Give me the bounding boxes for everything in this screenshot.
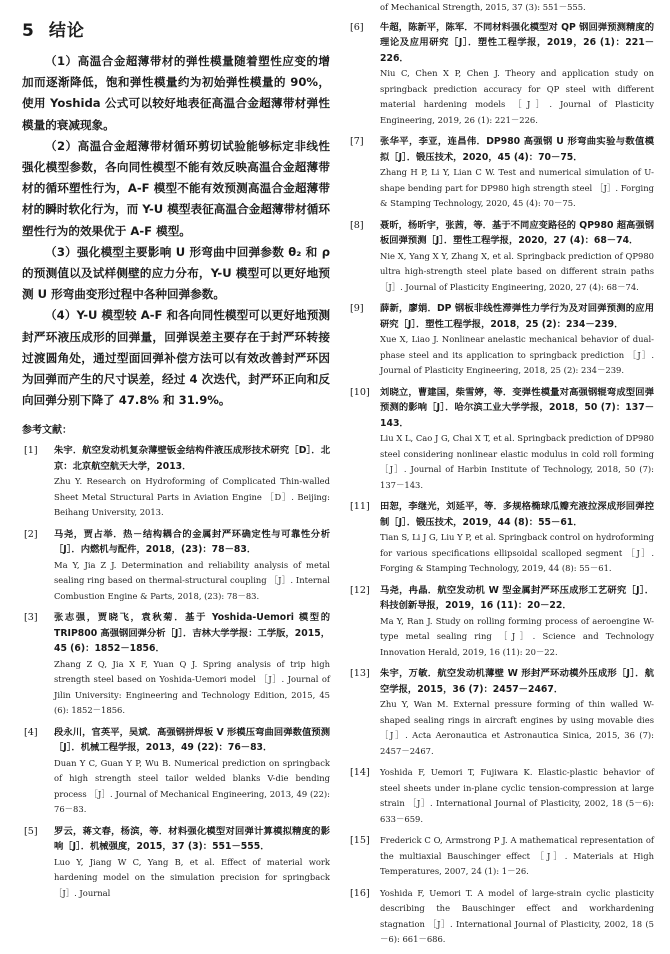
- reference-item: [348, 886, 654, 948]
- reference-number: [4]: [24, 726, 38, 738]
- references-heading: 参考文献：: [22, 425, 72, 437]
- reference-number: [9]: [350, 303, 364, 314]
- reference-item: [348, 218, 654, 296]
- reference-item: [348, 499, 654, 577]
- reference-english: Yoshida F, Uemori T. A model of large-strain cyclic plasticity describing the Bauschinger effect and workhardening stagnation ［J］. International Journal of Plasticity, 2002, 18 (5－6): 661－686.: [380, 887, 654, 944]
- reference-item: [348, 301, 654, 379]
- reference-chinese: 薛新，廖娟．DP 钢板非线性滞弹性力学行为及对回弹预测的应用研究［J］．塑性工程学报，2018，25 (2)：234－239．: [380, 303, 654, 330]
- reference-number: [14]: [350, 767, 370, 778]
- reference-item: [348, 20, 654, 129]
- section-number: 5: [22, 21, 35, 41]
- reference-number: [16]: [350, 887, 370, 899]
- reference-number: [2]: [24, 528, 38, 540]
- reference-chinese: 牛超，陈新平，陈军．不同材料强化模型对 QP 钢回弹预测精度的理论及应用研究［J］．塑性工程学报，2019，26 (1)：221－226．: [380, 21, 654, 64]
- reference-number: [6]: [350, 21, 364, 33]
- reference-item: [22, 443, 330, 521]
- reference-chinese: 田恕，李继光，刘延平，等．多规格椭球瓜瓣充液拉深成形回弹控制［J］．锻压技术，2019，44 (8)：55－61．: [380, 501, 654, 528]
- section-title: 结论: [48, 21, 85, 41]
- reference-item: [348, 666, 654, 759]
- conclusion-paragraph-2: （2）高温合金超薄带材循环剪切试验能够标定非线性强化模型参数，各向同性模型不能有效反映高温合金超薄带材的循环塑性行为，A-F 模型不能有效预测高温合金超薄带材的瞬时软化行为，而 Y-U 模型表征高温合金超薄带材循环塑性行为的效果优于 A-F 模型。: [22, 138, 330, 238]
- reference-chinese: 朱宇．航空发动机复杂薄壁钣金结构件液压成形技术研究［D］．北京：北京航空航天大学，2013．: [54, 445, 330, 472]
- reference-number: [11]: [350, 501, 370, 512]
- reference-english: Tian S, Li J G, Liu Y P, et al. Springback control on hydroforming for various specifications ellipsoidal scalloped segment ［J］. Forging & Stamping Technology, 2019, 44 (8): 55－61.: [380, 532, 654, 573]
- reference-item: [348, 385, 654, 494]
- conclusion-paragraph-4: （4）Y-U 模型较 A-F 和各向同性模型可以更好地预测封严环液压成形的回弹量，回弹误差主要存在于封严环转接过渡圆角处，通过型面回弹补偿方法可以有效改善封严环因为回弹而产生的尺寸误差，经过 4 次迭代，封严环正向和反向回弹分别下降了 47.8% 和 31.9%。: [22, 308, 330, 408]
- reference-number: [15]: [350, 835, 370, 846]
- reference-item: [22, 610, 330, 719]
- reference-english: Niu C, Chen X P, Chen J. Theory and application study on springback prediction accuracy for QP steel with different material hardening models ［J］. Journal of Plasticity Engineering, 2019, 26 (1): 221－226.: [380, 68, 654, 125]
- conclusion-paragraph-3: （3）强化模型主要影响 U 形弯曲中回弹参数 θ₂ 和 ρ 的预测值以及试样侧壁的应力分布，Y-U 模型可以更好地预测 U 形弯曲变形过程中各种回弹参数。: [22, 244, 330, 302]
- reference-number: [8]: [350, 219, 364, 231]
- reference-chinese: 张志强，贾晓飞，袁秋菊．基于 Yoshida-Uemori 模型的 TRIP800 高强钢回弹分析［J］．吉林大学学报：工学版，2015，45 (6)：1852－1856．: [54, 612, 330, 655]
- right-column: [348, 0, 654, 954]
- reference-english: Ma Y, Jia Z J. Determination and reliability analysis of metal sealing ring based on thermal-structural coupling ［J］. Internal Combustion Engine & Parts, 2018, (23): 78－83.: [54, 559, 330, 601]
- reference-chinese: 刘晓立，曹建国，柴雪婷，等．变弹性模量对高强钢辊弯成型回弹预测的影响［J］．哈尔滨工业大学学报，2018，50 (7)：137－143．: [380, 386, 654, 429]
- reference-english: Ma Y, Ran J. Study on rolling forming process of aeroengine W-type metal sealing ring ［J］. Science and Technology Innovation Herald, 2019, 16 (11): 20－22.: [380, 615, 654, 657]
- reference-chinese: 马尧，贾占举．热－结构耦合的金属封严环确定性与可靠性分析［J］．内燃机与配件，2018，(23)：78－83．: [54, 528, 330, 556]
- reference-english: Nie X, Yang X Y, Zhang X, et al. Springback prediction of QP980 ultra high-strength steel plate based on different strain paths ［J］. Journal of Plasticity Engineering, 2020, 27 (4): 68－74.: [380, 250, 654, 292]
- reference-english: Zhang Z Q, Jia X F, Yuan Q J. Spring analysis of trip high strength steel based on Yoshida-Uemori model ［J］. Journal of Jilin University: Engineering and Technology Edition, 2015, 45 (6): 1852－1856.: [54, 658, 330, 716]
- left-column: [22, 14, 330, 907]
- reference-english: Duan Y C, Guan Y P, Wu B. Numerical prediction on springback of high strength steel tailor welded blanks V-die bending process ［J］. Journal of Mechanical Engineering, 2013, 49 (22): 76－83.: [54, 757, 330, 815]
- references-list-left: [22, 443, 330, 901]
- reference-number: [12]: [350, 584, 370, 596]
- reference-chinese: 马尧，冉晶．航空发动机 W 型金属封严环压成形工艺研究［J］．科技创新导报，2019，16 (11)：20－22．: [380, 584, 654, 611]
- reference-item: [22, 527, 330, 605]
- reference-continuation: of Mechanical Strength, 2015, 37 (3): 551－555.: [380, 2, 586, 12]
- reference-english: Zhu Y. Research on Hydroforming of Complicated Thin-walled Sheet Metal Structural Parts in Aviation Engine ［D］. Beijing: Beihang University, 2013.: [54, 476, 330, 518]
- references-list-right: [348, 20, 654, 948]
- reference-english: Zhang H P, Li Y, Lian C W. Test and numerical simulation of U-shape bending part for DP980 high strength steel ［J］. Forging & Stamping Technology, 2020, 45 (4): 70－75.: [380, 167, 654, 208]
- reference-chinese: 张华平，李亚，连昌伟．DP980 高强钢 U 形弯曲实验与数值模拟［J］．锻压技术，2020，45 (4)：70－75．: [380, 136, 654, 163]
- reference-english: Yoshida F, Uemori T, Fujiwara K. Elastic-plastic behavior of steel sheets under in-plane cyclic tension-compression at large strain ［J］. International Journal of Plasticity, 2002, 18 (5－6): 633－659.: [380, 767, 654, 824]
- reference-english: Frederick C O, Armstrong P J. A mathematical representation of the multiaxial Bauschinger effect ［J］. Materials at High Temperatures, 2007, 24 (1): 1－26.: [380, 835, 654, 876]
- reference-chinese: 罗云，蒋文春，杨滨，等．材料强化模型对回弹计算模拟精度的影响［J］．机械强度，2015，37 (3)：551－555．: [54, 825, 330, 853]
- reference-number: [10]: [350, 386, 370, 398]
- reference-chinese: 段永川，官英平，吴斌．高强钢拼焊板 V 形模压弯曲回弹数值预测［J］．机械工程学报，2013，49 (22)：76－83．: [54, 726, 330, 754]
- reference-item: [348, 134, 654, 212]
- reference-number: [13]: [350, 668, 370, 679]
- reference-item: [348, 583, 654, 661]
- section-heading: [22, 16, 330, 41]
- conclusion-paragraph-1: （1）高温合金超薄带材的弹性模量随着塑性应变的增加而逐渐降低，饱和弹性模量约为初始弹性模量的 90%，使用 Yoshida 公式可以较好地表征高温合金超薄带材弹性模量的衰减现象。: [22, 54, 330, 132]
- reference-number: [1]: [24, 445, 38, 457]
- reference-english: Zhu Y, Wan M. External pressure forming of thin walled W-shaped sealing rings in aircraft engines by using movable dies ［J］. Acta Aeronautica et Astronautica Sinica, 2015, 36 (7): 2457－2467.: [380, 699, 654, 756]
- reference-english: Liu X L, Cao J G, Chai X T, et al. Springback prediction of DP980 steel considering nonlinear elastic modulus in cold roll forming ［J］. Journal of Harbin Institute of Technology, 2018, 50 (7): 137－143.: [380, 433, 654, 490]
- reference-item: [22, 824, 330, 902]
- reference-item: [348, 833, 654, 880]
- reference-english: Xue X, Liao J. Nonlinear anelastic mechanical behavior of dual-phase steel and its application to springback prediction ［J］. Journal of Plasticity Engineering, 2018, 25 (2): 234－239.: [380, 334, 654, 375]
- reference-english: Luo Y, Jiang W C, Yang B, et al. Effect of material work hardening model on the simulation precision for springback ［J］. Journal: [54, 856, 330, 898]
- reference-chinese: 聂昕，杨昕宇，张茜，等．基于不同应变路径的 QP980 超高强钢板回弹预测［J］．塑性工程学报，2020，27 (4)：68－74．: [380, 219, 654, 246]
- reference-number: [5]: [24, 825, 38, 837]
- reference-number: [3]: [24, 612, 38, 624]
- reference-chinese: 朱宇，万敏．航空发动机薄壁 W 形封严环动模外压成形［J］．航空学报，2015，36 (7)：2457－2467．: [380, 668, 654, 695]
- reference-item: [22, 725, 330, 818]
- reference-number: [7]: [350, 136, 364, 147]
- reference-item: [348, 765, 654, 827]
